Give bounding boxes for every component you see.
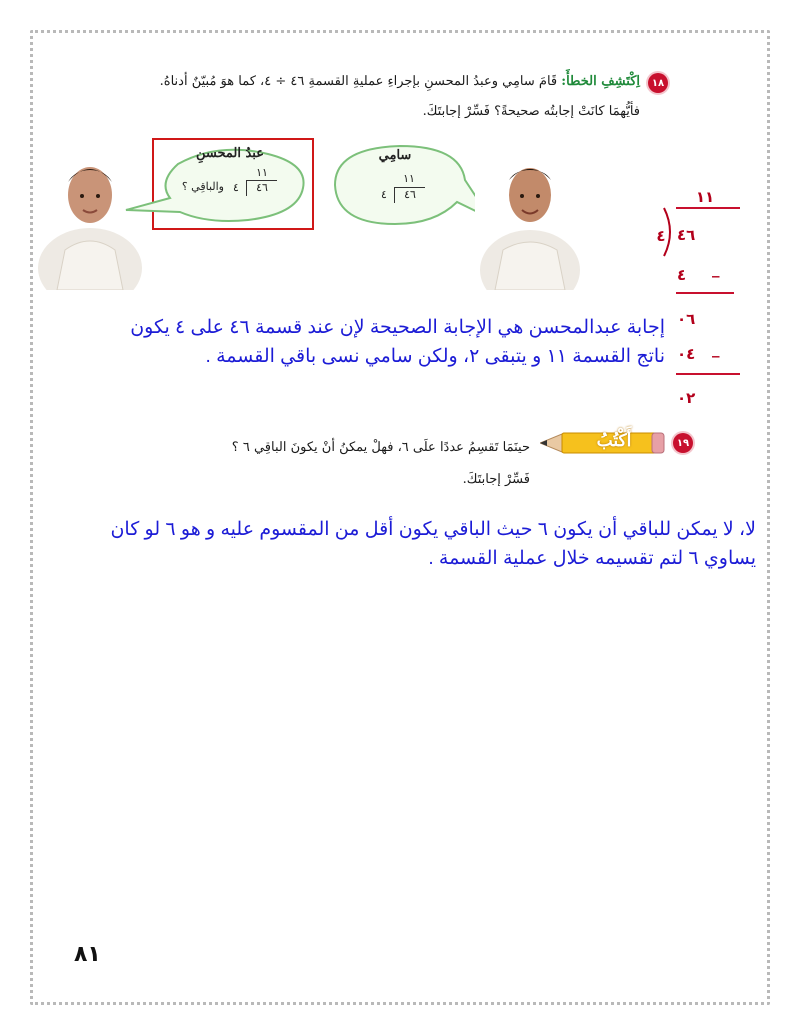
answer-19-line1: لا، لا يمكن للباقي أن يكون ٦ حيث الباقي يكون أقل من المقسوم عليه و هو ٦ لو كان — [110, 519, 756, 540]
boy-sami-image — [475, 150, 585, 290]
division-step1-subtract: ٤ — [677, 266, 687, 284]
answer-18-line2: ناتج القسمة ١١ و يتبقى ٢، ولكن سامي نسى باقي القسمة . — [205, 346, 665, 367]
abdulmohsen-dividend: ٤٦ — [246, 180, 277, 196]
division-dividend: ٤٦ — [677, 226, 696, 244]
abdulmohsen-quotient: ١١ — [256, 166, 268, 179]
abdulmohsen-remainder-label: والباقِي ؟ — [181, 180, 224, 193]
division-bar — [676, 207, 740, 209]
question-18-text-line2: فأيُّهمَا كانَتْ إجابتُه صحيحةً؟ فَسِّرْ إجابتَكَ. — [422, 104, 640, 119]
question-19-number: ١٩ — [676, 437, 690, 449]
question-18-badge — [648, 73, 668, 93]
sami-name: سامِي — [378, 148, 412, 163]
sami-dividend: ٤٦ — [394, 187, 425, 203]
abdulmohsen-name: عبدُ المحسنِ — [195, 146, 264, 161]
answer-18-line1: إجابة عبدالمحسن هي الإجابة الصحيحة لإن عند قسمة ٤٦ على ٤ يكون — [130, 317, 665, 338]
question-18-title: اِكْتَشِفِ الخطأَ: — [561, 74, 640, 89]
division-quotient: ١١ — [695, 188, 715, 206]
sami-divisor: ٤ — [381, 188, 387, 201]
division-step2-bring-down: ٠٦ — [677, 310, 696, 328]
division-divisor: ٤ — [656, 227, 666, 245]
page-number: ٨١ — [74, 942, 101, 967]
question-18-text-line1: قَامَ سامِي وعبدُ المحسنِ بإجراءِ عمليةِ القسمةِ ٤٦ ÷ ٤، كما هوَ مُبيّنٌ أدناهُ. — [159, 74, 558, 89]
question-19-text-line1: حينَمَا تَقسِمُ عددًا علَى ٦، فهلْ يمكنُ أنْ يكونَ الباقِي ٦ ؟ — [231, 440, 530, 455]
division-line-2 — [676, 373, 740, 375]
division-minus-2: _ — [712, 340, 720, 358]
abdulmohsen-divisor: ٤ — [233, 181, 239, 194]
question-19-label: أَكْتُبُ — [596, 431, 632, 451]
question-19-badge — [673, 433, 693, 453]
division-minus-1: _ — [712, 260, 720, 278]
question-19-text-line2: فَسِّرْ إجابتَكَ. — [462, 472, 530, 487]
question-18-number: ١٨ — [651, 77, 665, 89]
question-18-line1 — [40, 74, 640, 89]
division-step2-subtract: ٠٤ — [677, 345, 696, 363]
division-line-1 — [676, 292, 734, 294]
answer-19-line2: يساوي ٦ لتم تقسيمه خلال عملية القسمة . — [428, 548, 756, 569]
division-remainder: ٠٢ — [677, 389, 696, 407]
sami-quotient: ١١ — [403, 172, 415, 185]
